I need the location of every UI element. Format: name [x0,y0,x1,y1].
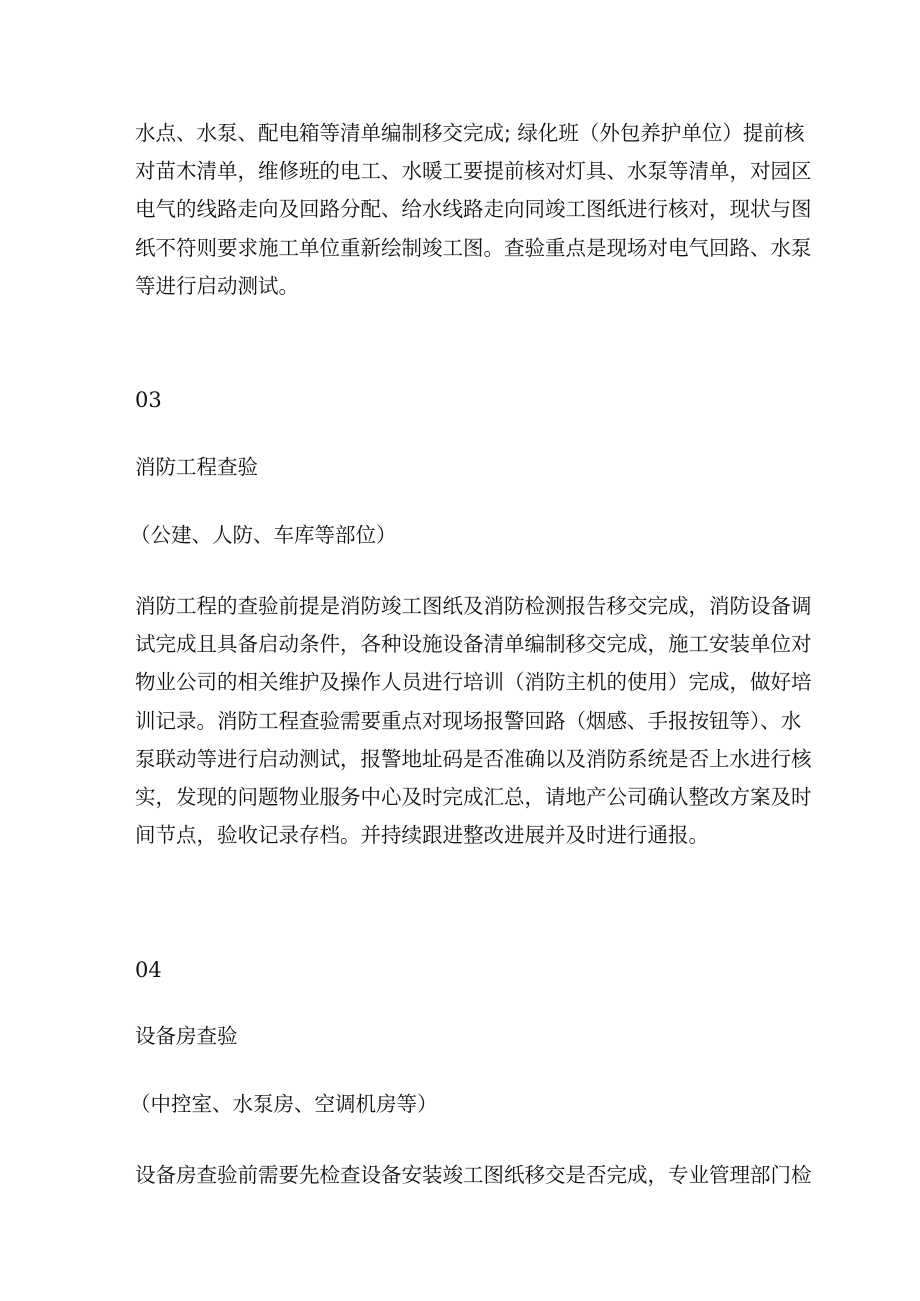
paragraph-line: 泵联动等进行启动测试，报警地址码是否准确以及消防系统是否上水进行核 [135,746,812,771]
paragraph-line: 消防工程的查验前提是消防竣工图纸及消防检测报告移交完成，消防设备调 [135,594,812,618]
paragraph-line: 等进行启动测试。 [135,273,299,298]
section-number: 03 [135,388,162,412]
paragraph-line: 电气的线路走向及回路分配、给水线路走向同竣工图纸进行核对，现状与图 [135,197,812,222]
paragraph-line: 间节点，验收记录存档。并持续跟进整改进展并及时进行通报。 [135,823,709,848]
intro-paragraph [135,114,812,305]
paragraph-line: 实，发现的问题物业服务中心及时完成汇总，请地产公司确认整改方案及时 [135,785,812,810]
section-scope: （中控室、水泵房、空调机房等） [130,1092,438,1116]
paragraph-line: 试完成且具备启动条件，各种设施设备清单编制移交完成，施工安装单位对 [135,632,812,657]
paragraph-line: 训记录。消防工程查验需要重点对现场报警回路（烟感、手报按钮等）、水 [135,708,802,733]
paragraph-line: 物业公司的相关维护及操作人员进行培训（消防主机的使用）完成，做好培 [135,670,812,695]
section-title: 设备房查验 [135,1024,238,1048]
paragraph-line: 对苗木清单，维修班的电工、水暖工要提前核对灯具、水泵等清单，对园区 [135,159,812,184]
section-body [135,587,812,854]
section-scope: （公建、人防、车库等部位） [130,523,397,547]
paragraph-line: 纸不符则要求施工单位重新绘制竣工图。查验重点是现场对电气回路、水泵 [135,235,812,260]
section-body [135,1156,812,1194]
paragraph-line: 水点、水泵、配电箱等清单编制移交完成; 绿化班（外包养护单位）提前核 [135,121,805,145]
section-title: 消防工程查验 [135,455,258,479]
paragraph-line: 设备房查验前需要先检查设备安装竣工图纸移交是否完成，专业管理部门检 [135,1163,812,1187]
section-number: 04 [135,958,162,982]
